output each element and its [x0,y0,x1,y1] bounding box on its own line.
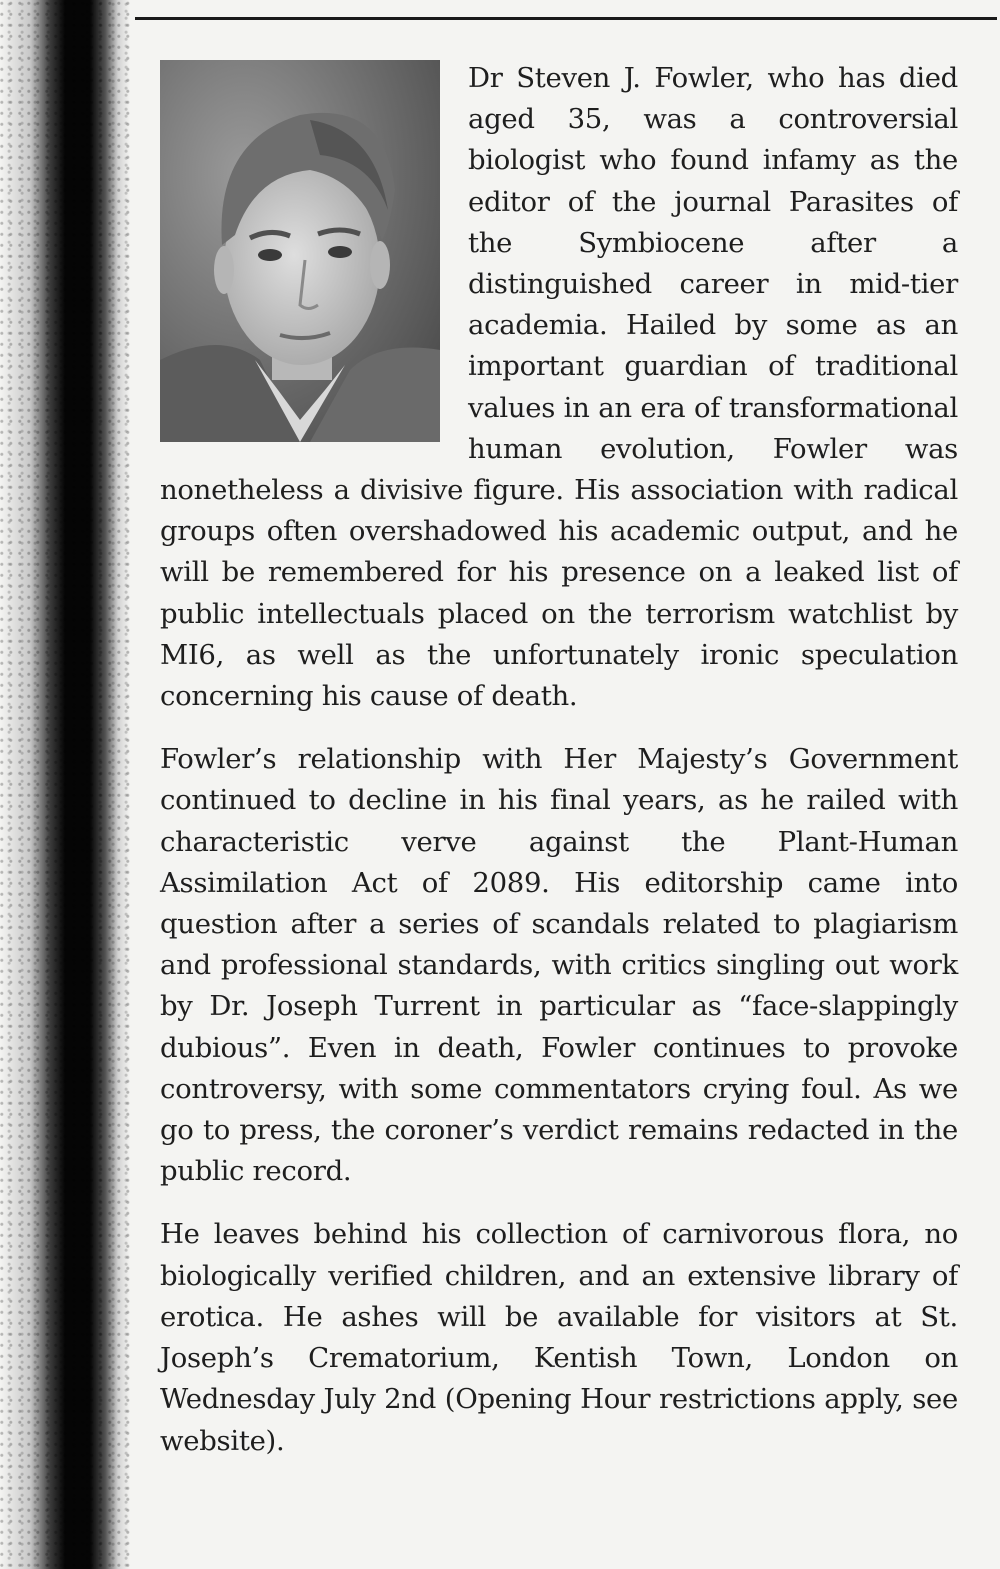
paragraph-legacy: He leaves behind his collection of carnivorous flora, no biologically verified children, and an extensive library of erotica. He ashes will be available for visitors at St. Joseph’s Crematorium, Kentish Town, London on Wednesday July 2nd (Opening Hour restrictions apply, see website). [160,1218,958,1457]
portrait-image [160,60,440,442]
paragraph-intro: Dr Steven J. Fowler, who has died aged 35, was a controversial biologist who found infamy as the editor of the journal Parasites of the Symbiocene after a distinguished career in mid-tier academia. Hailed by some as an important guardian of traditional values in an era of transformational human evolution, Fowler was nonetheless a divisive figure. His association with radical groups often overshadowed his academic output, and he will be remembered for his presence on a leaked list of public intellectuals placed on the terrorism watchlist by MI6, as well as the unfortunately ironic speculation concerning his cause of death. [160,62,958,713]
paragraph-government: Fowler’s relationship with Her Majesty’s Government continued to decline in his final years, as he railed with characteristic verve against the Plant-Human Assimilation Act of 2089. His editorship came into question after a series of scandals related to plagiarism and professional standards, with critics singling out work by Dr. Joseph Turrent in particular as “face-slappingly dubious”. Even in death, Fowler continues to provoke controversy, with some commentators crying foul. As we go to press, the coroner’s verdict remains redacted in the public record. [160,743,958,1188]
scanned-page-edge [0,0,130,1569]
portrait-photo [160,60,440,442]
header-rule [135,17,997,20]
obituary-article [160,58,958,1484]
